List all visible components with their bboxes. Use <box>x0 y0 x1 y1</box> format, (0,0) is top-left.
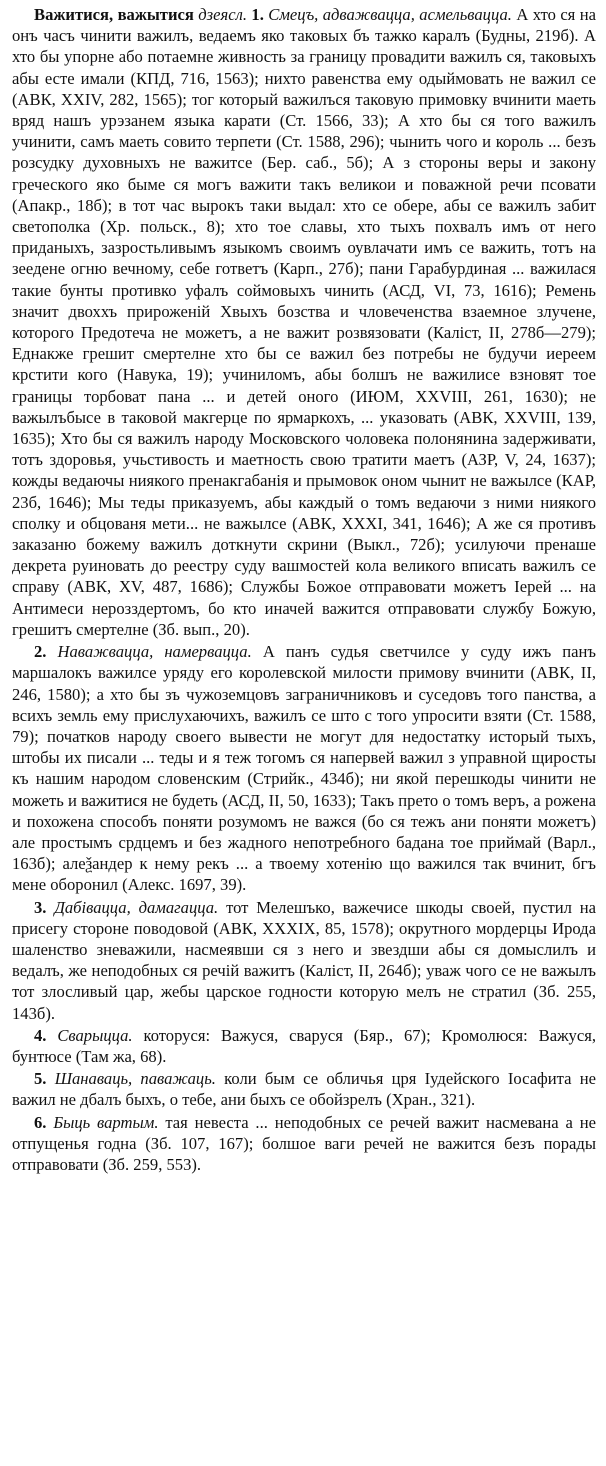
sense-number: 3. <box>34 897 47 917</box>
sense-citations: А панъ судья светчилсе у суду ижъ панъ маршалокъ важилсе уряду его королевской милости примову вчинити (АВК, II, 246, 1580); а хто бы зъ чужоземцовъ заграничниковъ и суседовъ того панства, а всихъ земль ему прислухаючихъ, важилъ се што с того упросити взяти (Ст. 1588, 79); початков народу своего вывести не могут для недостатку исторый тыхъ, штобы их писали ... теды и я теж тогомъ ся напервей важил з управной щиросты къ нашим народом словенским (Стрийк., 434б); ни якой перешкоды чинити не можеть и важитися не будеть (АСД, II, 50, 1633); Такъ прето о томъ веръ, а рожена и похожена способъ поняти розумомъ не важся (бо ся тежъ ани поняти можетъ) але простымъ срдцемъ и без жадного непотребного бадана тое приймай (Варл., 163б); алеѯандер к нему рекъ ... а твоему хотенію що важился так вчинит, бгъ мене оборонил (Алекс. 1697, 39). <box>12 642 596 895</box>
sense-citations: А хто ся на онъ часъ чинити важилъ, ведаемъ яко таковых бъ тажко каралъ (Будны, 219б). А хто бы упорне або потаемне живность за границу провадити важилъ ся, таковыхъ абы есте имали (КПД, 716, 1563); нихто равенства ему одыймовать не важил се (АВК, XXIV, 282, 1565); тог который важилъся таковую примовку вчинити маеть вряд нашъ урэзанем языка карати (Ст. 1566, 33); А хто бы ся того важилъ учинити, самъ маеть совито терпети (Ст. 1588, 296); чынить чого и король ... безъ розсудку духовныхъ не важитсе (Бер. саб., 5б); А з стороны веры и закону греческого яко быме ся могъ важити такъ великои и поважной речи псовати (Апакр., 18б); в тот час вырокъ таки выдал: хто се оберe, абы се важилъ забит светополка (Хр. польск., 8); хто тое славы, хто тыхъ похвалъ имъ от него приданыхъ, зазростьливымъ языкомъ своимъ оувлачати имъ се важить, тотъ на зеедене огню вечному, себе гответъ (Карп., 27б); пани Гарабурдиная ... важилася такие бунты противко уфалъ соймовыхъ чинить (АСД, VI, 73, 1616); Ремень значит двоххъ прироженій Хвыхъ бозства и чловеченства взаемное злучене, которого Предотеча не можетъ, а не важит розвязовати (Каліст, II, 278б—279); Еднакже грешит смертелне хто бы се важил без потребы не будучи иереем крстити кого (Навука, 19); учиниломъ, абы болшъ не важилисе взновят тое границы торбоват пана ... и детей оного (ИЮМ, XXVIII, 261, 1630); не важылъбысе в таковой макгерце по ярмаркохъ, ... указовать (АВК, XXVIII, 139, 1635); Хто бы ся важилъ народу Московского чоловека полонянина задерживати, тотъ здоровья, учьстивость и маетность свою тратити маетъ (АЗР, V, 24, 1637); кожды ведаючы ниякого пренакгабанія и прымовок оном чынит не важылсе (КАР, 23б, 1646); Мы теды приказуемъ, абы каждый о томъ ведаючи з ними ниякого сполку и обцованя мети... не важылсе (АВК, XXXI, 341, 1646); А же ся противъ заказаню божему важилъ доткнути скрини (Выкл., 72б); усилуючи пренаше декрета руиновать до реестру суду вашмостей кола великого вписать важилъ се справу (АВК, XV, 487, 1686); Службы Божое отправовати можетъ Іерей ... на Антимеси нерозздертомъ, бо кто иначей важится отправовати службу Божую, грешитъ смертелне (Зб. вып., 20). <box>12 5 596 639</box>
sense-gloss: Наважвацца, намервацца. <box>57 642 252 662</box>
sense-2 <box>12 641 596 895</box>
headword: Важитися, важытися <box>34 5 194 24</box>
sense-1 <box>12 4 596 640</box>
sense-gloss: Смецъ, адважвацца, асмельвацца. <box>268 5 512 24</box>
sense-number: 2. <box>34 642 47 662</box>
sense-number: 4. <box>34 1025 47 1045</box>
sense-gloss: Сварыцца. <box>57 1025 133 1045</box>
sense-3 <box>12 897 596 1024</box>
sense-4 <box>12 1025 596 1067</box>
sense-6 <box>12 1112 596 1176</box>
sense-5 <box>12 1068 596 1110</box>
sense-number: 6. <box>34 1112 47 1132</box>
grammar-label: дзеясл. <box>198 5 247 24</box>
sense-citations: которуся: Важуся, сваруся (Бяр., 67); Кромолюся: Важуся, бунтюсе (Там жа, 68). <box>12 1025 596 1066</box>
sense-citations: коли бым се обличья цря Іудейского Іосафита не важил не дбалъ быхъ, о тебе, ани быхъ се обойзрелъ (Хран., 321). <box>12 1069 596 1110</box>
sense-citations: тая невеста ... неподобных се речей важит насмевана а не отпущенья годна (Зб. 107, 167); болшое ваги речей не важится безъ порады отправовати (Зб. 259, 553). <box>12 1112 596 1174</box>
sense-number: 5. <box>34 1069 47 1089</box>
sense-gloss: Дабівацца, дамагацца. <box>54 897 219 917</box>
sense-gloss: Шанаваць, паважаць. <box>54 1069 216 1089</box>
sense-number: 1. <box>251 5 264 24</box>
sense-gloss: Быць вартым. <box>53 1112 159 1132</box>
sense-citations: тот Мелешъко, важечисе шкоды своей, пустил на присегу стороне поводовой (АВК, XXXIX, 85, 1578); окрутного мордерцы Ирода шаленство зневажили, насмеявши ся з него и звездши абы ся домыслилъ и ведалъ, же неподобных ся речій важитъ (Каліст, II, 264б); уваж чого се не важылъ тот злосливый цар, жебы царское годности которую мелъ не стратил (Зб. 255, 143б). <box>12 897 597 1023</box>
